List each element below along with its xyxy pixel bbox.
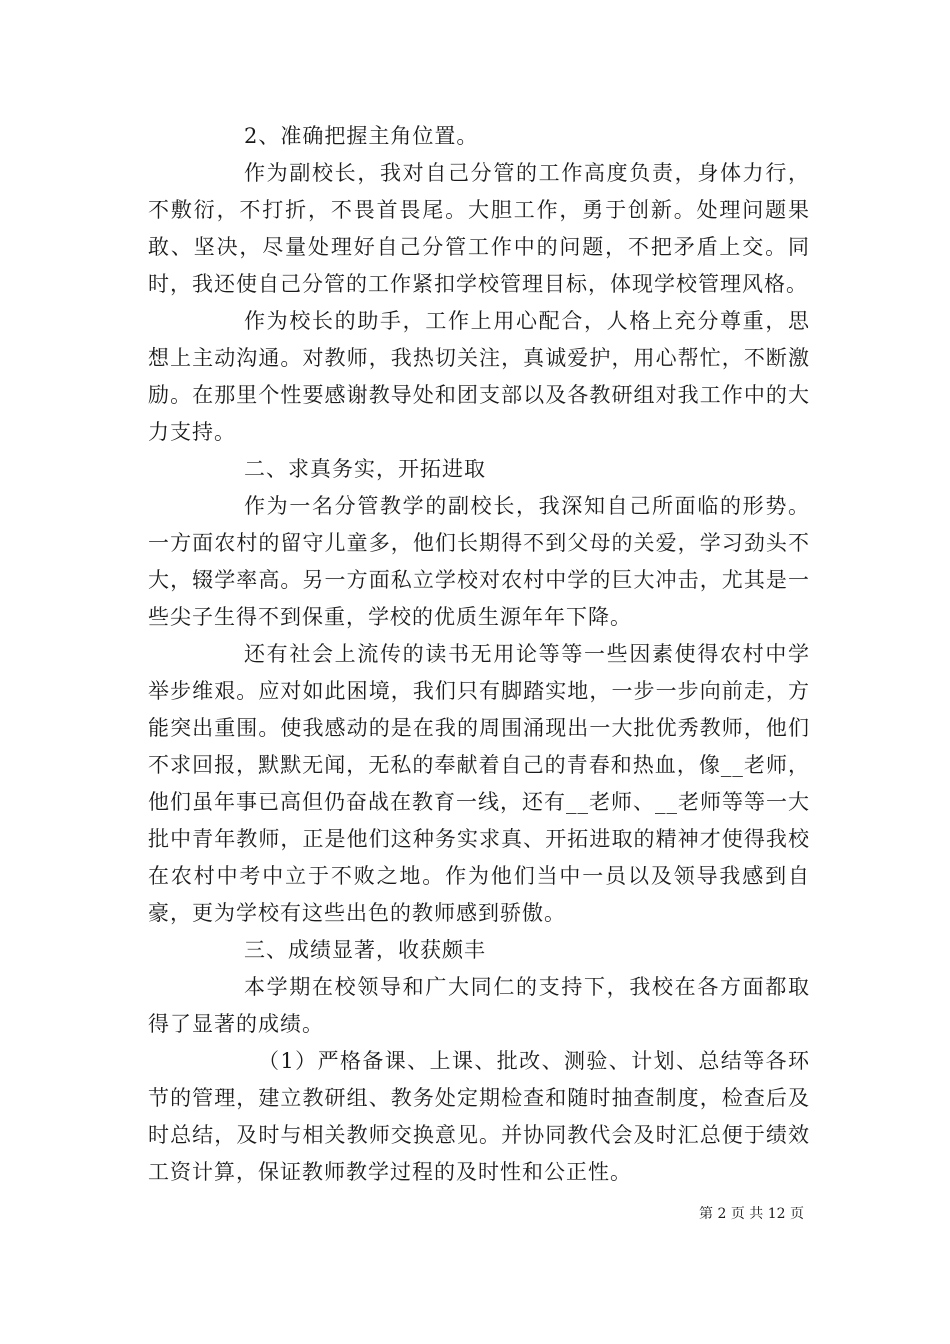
body-text: [148, 118, 810, 1191]
paragraph: 作为校长的助手，工作上用心配合，人格上充分尊重，思想上主动沟通。对教师，我热切关注，真诚爱护，用心帮忙，不断激励。在那里个性要感谢教导处和团支部以及各教研组对我工作中的大力支持。: [148, 309, 810, 444]
paragraph: 本学期在校领导和广大同仁的支持下，我校在各方面都取得了显著的成绩。: [148, 975, 810, 1036]
paragraph: 作为副校长，我对自己分管的工作高度负责，身体力行，不敷衍，不打折，不畏首畏尾。大胆工作，勇于创新。处理问题果敢、坚决，尽量处理好自己分管工作中的问题，不把矛盾上交。同时，我还使自己分管的工作紧扣学校管理目标，体现学校管理风格。: [148, 161, 810, 296]
section-heading-2: 二、求真务实，开拓进取: [244, 457, 486, 481]
paragraph: 还有社会上流传的读书无用论等等一些因素使得农村中学举步维艰。应对如此困境，我们只有脚踏实地，一步一步向前走，方能突出重围。使我感动的是在我的周围涌现出一大批优秀教师，他们不求回报，默默无闻，无私的奉献着自己的青春和热血，像__老师，他们虽年事已高但仍奋战在教育一线，还有__老师、__老师等等一大批中青年教师，正是他们这种务实求真、开拓进取的精神才使得我校在农村中考中立于不败之地。作为他们当中一员以及领导我感到自豪，更为学校有这些出色的教师感到骄傲。: [148, 642, 810, 925]
paragraph: 作为一名分管教学的副校长，我深知自己所面临的形势。一方面农村的留守儿童多，他们长期得不到父母的关爱，学习劲头不大，辍学率高。另一方面私立学校对农村中学的巨大冲击，尤其是一些尖子生得不到保重，学校的优质生源年年下降。: [148, 494, 810, 629]
section-heading-3: 三、成绩显著，收获颇丰: [244, 938, 486, 962]
page-number: 第 2 页 共 12 页: [699, 1206, 804, 1222]
paragraph: （1）严格备课、上课、批改、测验、计划、总结等各环节的管理，建立教研组、教务处定期检查和随时抽查制度，检查后及时总结，及时与相关教师交换意见。并协同教代会及时汇总便于绩效工资计算，保证教师教学过程的及时性和公正性。: [148, 1049, 810, 1184]
subsection-heading-2: 2、准确把握主角位置。: [244, 124, 479, 148]
